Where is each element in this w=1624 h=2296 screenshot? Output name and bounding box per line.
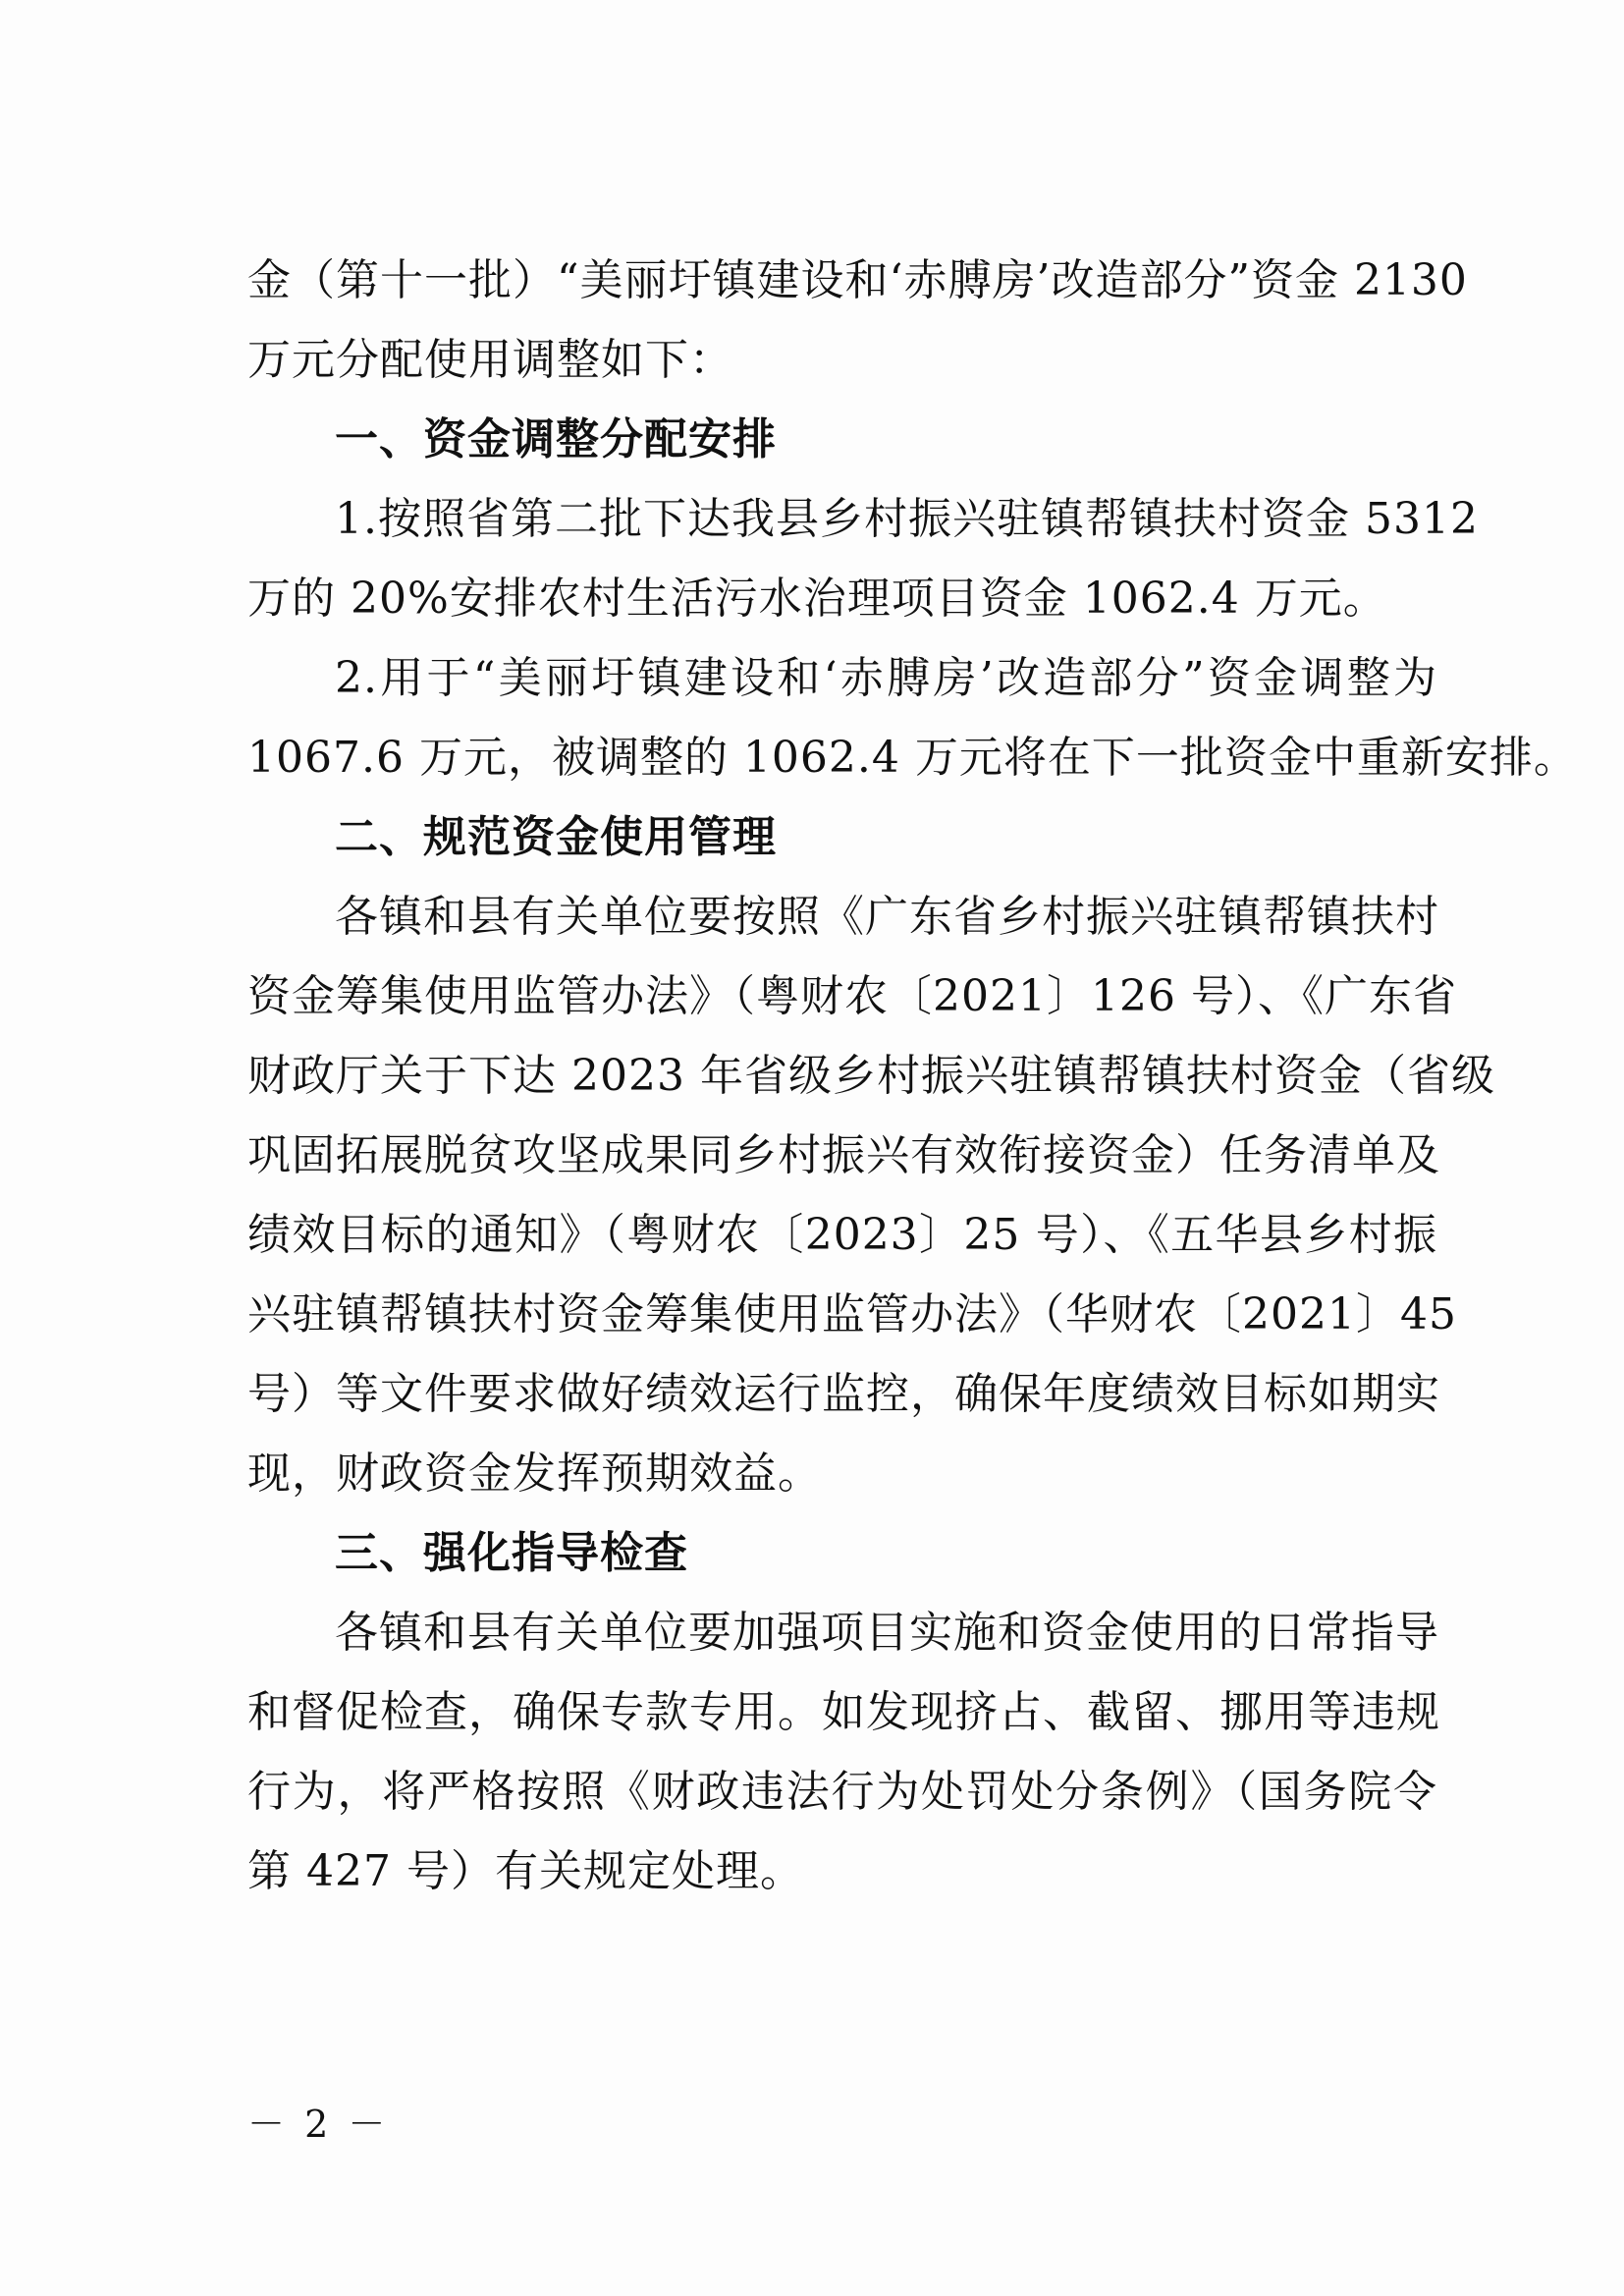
body-line: 各镇和县有关单位要按照《广东省乡村振兴驻镇帮镇扶村: [335, 892, 1439, 942]
body-line: 和督促检查，确保专款专用。如发现挤占、截留、挪用等违规: [247, 1687, 1440, 1737]
body-line: 金（第十一批）“美丽圩镇建设和‘赤膊房’改造部分”资金 2130: [247, 255, 1468, 305]
body-line: 各镇和县有关单位要加强项目实施和资金使用的日常指导: [335, 1608, 1439, 1658]
section-heading-2: 二、规范资金使用管理: [335, 812, 777, 862]
body-line: 现，财政资金发挥预期效益。: [247, 1449, 822, 1499]
body-line: 万的 20%安排农村生活污水治理项目资金 1062.4 万元。: [247, 574, 1387, 624]
page-number: － 2 －: [247, 2103, 390, 2146]
body-line: 号）等文件要求做好绩效运行监控，确保年度绩效目标如期实: [247, 1369, 1440, 1419]
section-heading-3: 三、强化指导检查: [335, 1528, 688, 1578]
body-line: 资金筹集使用监管办法》（粤财农〔2021〕126 号）、《广东省: [247, 971, 1457, 1021]
section-heading-1: 一、资金调整分配安排: [335, 414, 777, 465]
body-line: 巩固拓展脱贫攻坚成果同乡村振兴有效衔接资金）任务清单及: [247, 1130, 1440, 1180]
body-line: 万元分配使用调整如下：: [247, 335, 733, 385]
body-line: 兴驻镇帮镇扶村资金筹集使用监管办法》（华财农〔2021〕45: [247, 1289, 1457, 1339]
document-body: [247, 241, 1578, 1911]
body-line: 第 427 号）有关规定处理。: [247, 1846, 804, 1896]
body-line: 2.用于“美丽圩镇建设和‘赤膊房’改造部分”资金调整为: [335, 653, 1437, 703]
body-line: 财政厅关于下达 2023 年省级乡村振兴驻镇帮镇扶村资金（省级: [247, 1051, 1495, 1101]
body-line: 绩效目标的通知》（粤财农〔2023〕25 号）、《五华县乡村振: [247, 1210, 1437, 1260]
body-line: 1.按照省第二批下达我县乡村振兴驻镇帮镇扶村资金 5312: [335, 494, 1479, 544]
body-line: 1067.6 万元，被调整的 1062.4 万元将在下一批资金中重新安排。: [247, 733, 1578, 783]
body-line: 行为，将严格按照《财政违法行为处罚处分条例》（国务院令: [247, 1767, 1437, 1817]
